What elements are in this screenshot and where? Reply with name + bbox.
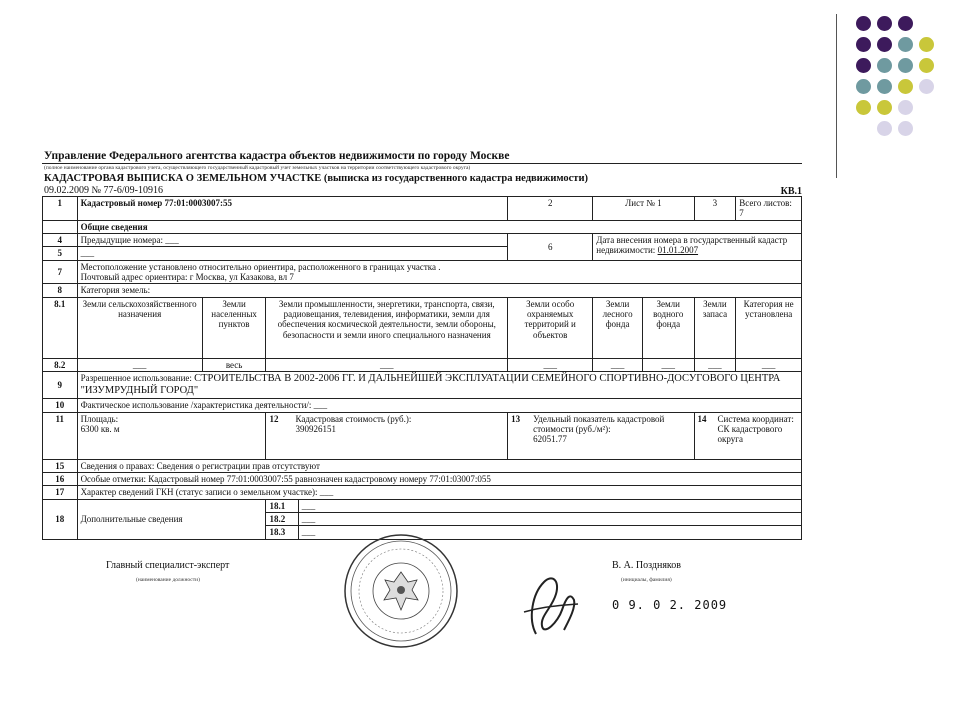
general-info-heading: Общие сведения <box>77 220 801 233</box>
signer-position: Главный специалист-эксперт <box>106 560 230 571</box>
org-subnote: (полное наименование органа кадастрового учета, осуществляющего государственный кадастровый учет земельных участков на территории соответствующего кадастрового округа) <box>44 165 471 171</box>
cadastral-value: 390926151 <box>295 423 336 434</box>
signer-position-note: (наименование должности) <box>136 577 200 583</box>
decorative-dot <box>919 79 934 94</box>
row-16: 16 Особые отметки: Кадастровый номер 77:01:0003007:55 равнозначен кадастровому номеру 77:01:03007:055 <box>43 472 802 485</box>
land-category-header: Земли запаса <box>694 297 736 358</box>
land-category-header: Категория не установлена <box>736 297 802 358</box>
decorative-dot <box>877 37 892 52</box>
decorative-dot <box>898 100 913 115</box>
header-rule <box>42 163 802 164</box>
land-category-value: ___ <box>736 358 802 371</box>
registration-number: 09.02.2009 № 77-6/09-10916 <box>44 185 163 196</box>
number-entry-date-value: 01.01.2007 <box>657 245 699 256</box>
decorative-dot <box>898 16 913 31</box>
signer-name-note: (инициалы, фамилия) <box>621 577 672 583</box>
row-18-1: 18 Дополнительные сведения 18.1 ___ <box>43 499 802 512</box>
rights-info: Сведения о правах: Сведения о регистрации прав отсутствуют <box>77 459 801 472</box>
row-4: 4 Предыдущие номера: ___ 6 Дата внесения номера в государственный кадастр недвижимости: 01.01.2007 <box>43 234 802 247</box>
decorative-dot-grid <box>850 14 950 154</box>
row-18-2: 18.2 ___ <box>43 512 802 525</box>
record-status-label: Характер сведений ГКН (статус записи о земельном участке): <box>80 487 318 498</box>
decorative-dot <box>877 79 892 94</box>
land-category-value: ___ <box>508 358 593 371</box>
decorative-dot <box>877 121 892 136</box>
decorative-dot <box>877 58 892 73</box>
area-label: Площадь: <box>80 413 119 424</box>
additional-info-value: ___ <box>301 500 316 511</box>
land-category-value: ___ <box>593 358 643 371</box>
document-title: КАДАСТРОВАЯ ВЫПИСКА О ЗЕМЕЛЬНОМ УЧАСТКЕ (выписка из государственного кадастра недвижимости) <box>44 173 589 184</box>
previous-numbers-value: ___ <box>165 235 179 246</box>
additional-info-value: ___ <box>301 527 316 538</box>
total-sheets: Всего листов: 7 <box>736 197 802 221</box>
row-8-1: 8.1 Земли сельскохозяйственного назначения Земли населенных пунктов Земли промышленности, энергетики, транспорта, связи, радиовещания, телевидения, информатики, земли для обеспечения космической деятельности, земли обороны, безопасности и земли иного специального назначения Земли особо охраняемых территорий и объектов Земли лесного фонда Земли водного фонда Земли запаса Категория не установлена <box>43 297 802 358</box>
row-11-14: 11 Площадь: 6300 кв. м 12 Кадастровая стоимость (руб.): 390926151 13 Удельный показатель кадастровой стоимости (руб./м²): 62051.77 14 Система координат: СК кадастрового округа <box>43 412 802 459</box>
land-category-header: Земли лесного фонда <box>593 297 643 358</box>
row-8: 8 Категория земель: <box>43 284 802 297</box>
row-8-2: 8.2 ___ весь ___ ___ ___ ___ ___ ___ <box>43 358 802 371</box>
decorative-dot <box>898 37 913 52</box>
specific-value-label: Удельный показатель кадастровой стоимости (руб./м²): <box>533 413 665 434</box>
decorative-dot <box>856 37 871 52</box>
decorative-vertical-line <box>836 14 837 178</box>
cadastral-value-label: Кадастровая стоимость (руб.): <box>295 413 412 424</box>
land-category-header: Земли водного фонда <box>642 297 694 358</box>
general-info-row <box>43 220 802 233</box>
org-header: Управление Федерального агентства кадастра объектов недвижимости по городу Москве <box>44 150 510 162</box>
decorative-dot <box>898 121 913 136</box>
land-category-value: весь <box>202 358 266 371</box>
land-category-header: Земли сельскохозяйственного назначения <box>77 297 202 358</box>
row-10: 10 Фактическое использование /характеристика деятельности/: ___ <box>43 399 802 412</box>
actual-use-value: ___ <box>313 400 328 411</box>
land-category-header: Земли населенных пунктов <box>202 297 266 358</box>
row-9: 9 Разрешенное использование: СТРОИТЕЛЬСТВА В 2002-2006 ГГ. И ДАЛЬНЕЙШЕЙ ЭКСПЛУАТАЦИИ СЕМЕЙНОГО СПОРТИВНО-ДОСУГОВОГО ЦЕНТРА "ИЗУМРУДНЫЙ ГОРОД" <box>43 372 802 399</box>
row-5: 5 ___ <box>43 247 802 260</box>
cadastral-number: Кадастровый номер 77:01:0003007:55 <box>77 197 508 221</box>
land-category-value: ___ <box>77 358 202 371</box>
decorative-dot <box>898 58 913 73</box>
number-entry-date-label: Дата внесения номера в государственный кадастр недвижимости: <box>596 235 788 256</box>
row-5-value: ___ <box>77 247 508 260</box>
decorative-dot <box>856 100 871 115</box>
decorative-dot <box>856 58 871 73</box>
permitted-use-label: Разрешенное использование: <box>80 373 192 384</box>
area-value: 6300 кв. м <box>80 423 120 434</box>
location-description: Местоположение установлено относительно ориентира, расположенного в границах участка . <box>80 261 441 272</box>
actual-use-label: Фактическое использование /характеристика деятельности/: <box>80 400 312 411</box>
decorative-dot <box>898 79 913 94</box>
postal-address: Почтовый адрес ориентира: г Москва, ул Казакова, вл 7 <box>80 272 294 283</box>
land-category-header: Земли промышленности, энергетики, транспорта, связи, радиовещания, телевидения, информатики, земли для обеспечения космической деятельности, земли обороны, безопасности и земли иного специального назначения <box>266 297 508 358</box>
row-18-3: 18.3 ___ <box>43 526 802 539</box>
signer-name: В. А. Поздняков <box>612 560 681 571</box>
additional-info-label: Дополнительные сведения <box>77 499 266 539</box>
record-status-value: ___ <box>319 487 334 498</box>
official-seal-stamp <box>342 532 460 650</box>
sheet-number: Лист № 1 <box>593 197 694 221</box>
row-15: 15 Сведения о правах: Сведения о регистрации прав отсутствуют <box>43 459 802 472</box>
row-1: 1 Кадастровый номер 77:01:0003007:55 2 Лист № 1 3 Всего листов: 7 <box>43 197 802 221</box>
handwritten-signature <box>518 564 582 646</box>
decorative-dot <box>877 16 892 31</box>
row-7: 7 Местоположение установлено относительно ориентира, расположенного в границах участка . Почтовый адрес ориентира: г Москва, ул Казакова, вл 7 <box>43 260 802 284</box>
previous-numbers-label: Предыдущие номера: <box>80 235 163 246</box>
signature-date-stamp: 0 9. 0 2. 2009 <box>612 598 728 612</box>
additional-info-value: ___ <box>301 513 316 524</box>
coordinate-system-value: СК кадастрового округа <box>717 423 783 445</box>
land-category-value: ___ <box>694 358 736 371</box>
cadastral-form-table <box>42 196 802 540</box>
coordinate-system-label: Система координат: <box>717 413 794 424</box>
land-category-value: ___ <box>266 358 508 371</box>
decorative-dot <box>919 37 934 52</box>
specific-value: 62051.77 <box>533 434 567 445</box>
row-17: 17 Характер сведений ГКН (статус записи о земельном участке): ___ <box>43 486 802 499</box>
cadastral-extract-document <box>40 146 810 706</box>
decorative-dot <box>856 16 871 31</box>
land-category-header: Земли особо охраняемых территорий и объектов <box>508 297 593 358</box>
decorative-dot <box>877 100 892 115</box>
form-code: КВ.1 <box>780 186 802 197</box>
decorative-dot <box>919 58 934 73</box>
decorative-dot <box>856 79 871 94</box>
special-notes: Особые отметки: Кадастровый номер 77:01:0003007:55 равнозначен кадастровому номеру 77:01:03007:055 <box>77 472 801 485</box>
permitted-use-value: СТРОИТЕЛЬСТВА В 2002-2006 ГГ. И ДАЛЬНЕЙШЕЙ ЭКСПЛУАТАЦИИ СЕМЕЙНОГО СПОРТИВНО-ДОСУГОВОГО ЦЕНТРА "ИЗУМРУДНЫЙ ГОРОД" <box>80 373 781 397</box>
land-category-label: Категория земель: <box>77 284 801 297</box>
land-category-value: ___ <box>642 358 694 371</box>
